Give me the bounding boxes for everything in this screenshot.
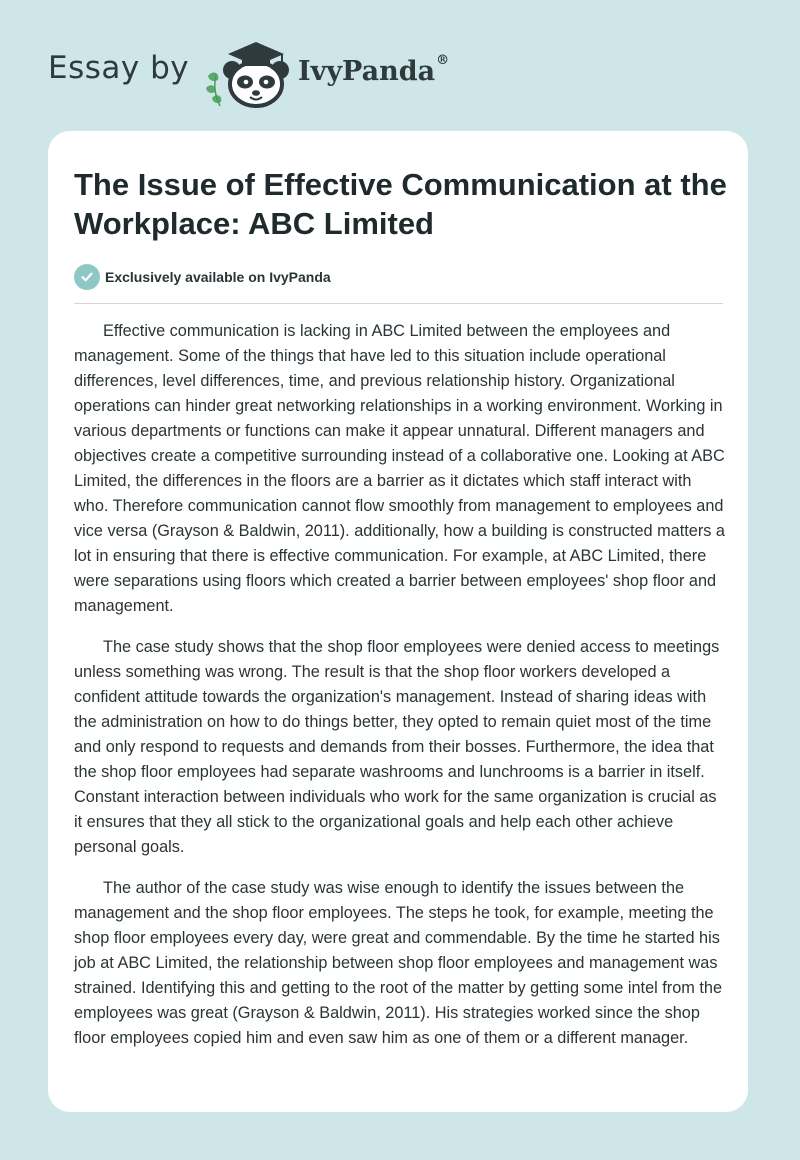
exclusive-badge xyxy=(74,262,331,292)
essay-body xyxy=(74,319,729,1067)
essay-by-label: Essay by xyxy=(48,50,190,86)
divider xyxy=(74,303,723,304)
check-circle-icon xyxy=(74,264,100,290)
paragraph: The author of the case study was wise enough to identify the issues between the management and the shop floor employees. The steps he took, for example, meeting the shop floor employees every day, were great and commendable. By the time he started his job at ABC Limited, the relationship between shop floor employees and management was strained. Identifying this and getting to the root of the matter by getting some intel from the employees was great (Grayson & Baldwin, 2011). His strategies worked since the shop floor employees copied him and even saw him as one of them or a different manager. xyxy=(74,879,722,1047)
panda-graduate-logo-icon[interactable] xyxy=(200,36,300,108)
page-title: The Issue of Effective Communication at the Workplace: ABC Limited xyxy=(74,167,727,241)
paragraph: Effective communication is lacking in ABC Limited between the employees and management. Some of the things that have led to this situation include operational differences, level differences, time, and previous relationship history. Organizational operations can hinder great networking relationships in a working environment. Working in various departments or functions can make it appear unnatural. Different managers and objectives create a competitive surrounding instead of a collaborative one. Looking at ABC Limited, the differences in the floors are a barrier as it dictates which staff interact with who. Therefore communication cannot flow smoothly from management to employees and vice versa (Grayson & Baldwin, 2011). additionally, how a building is constructed matters a lot in ensuring that there is effective communication. For example, at ABC Limited, there were separations using floors which created a barrier between employees' shop floor and management. xyxy=(74,322,725,615)
site-header xyxy=(48,36,548,108)
essay-card xyxy=(48,131,748,1112)
brand-name[interactable]: IvyPanda® xyxy=(298,53,450,87)
registered-mark: ® xyxy=(436,53,450,68)
exclusive-label: Exclusively available on IvyPanda xyxy=(105,269,331,285)
paragraph: The case study shows that the shop floor employees were denied access to meetings unless something was wrong. The result is that the shop floor workers developed a confident attitude towards the organization's management. Instead of sharing ideas with the administration on how to do things better, they opted to remain quiet most of the time and only respond to requests and demands from their bosses. Furthermore, the idea that the shop floor employees had separate washrooms and lunchrooms is a barrier in itself. Constant interaction between individuals who work for the same organization is crucial as it ensures that they all stick to the organizational goals and help each other achieve personal goals. xyxy=(74,638,720,856)
